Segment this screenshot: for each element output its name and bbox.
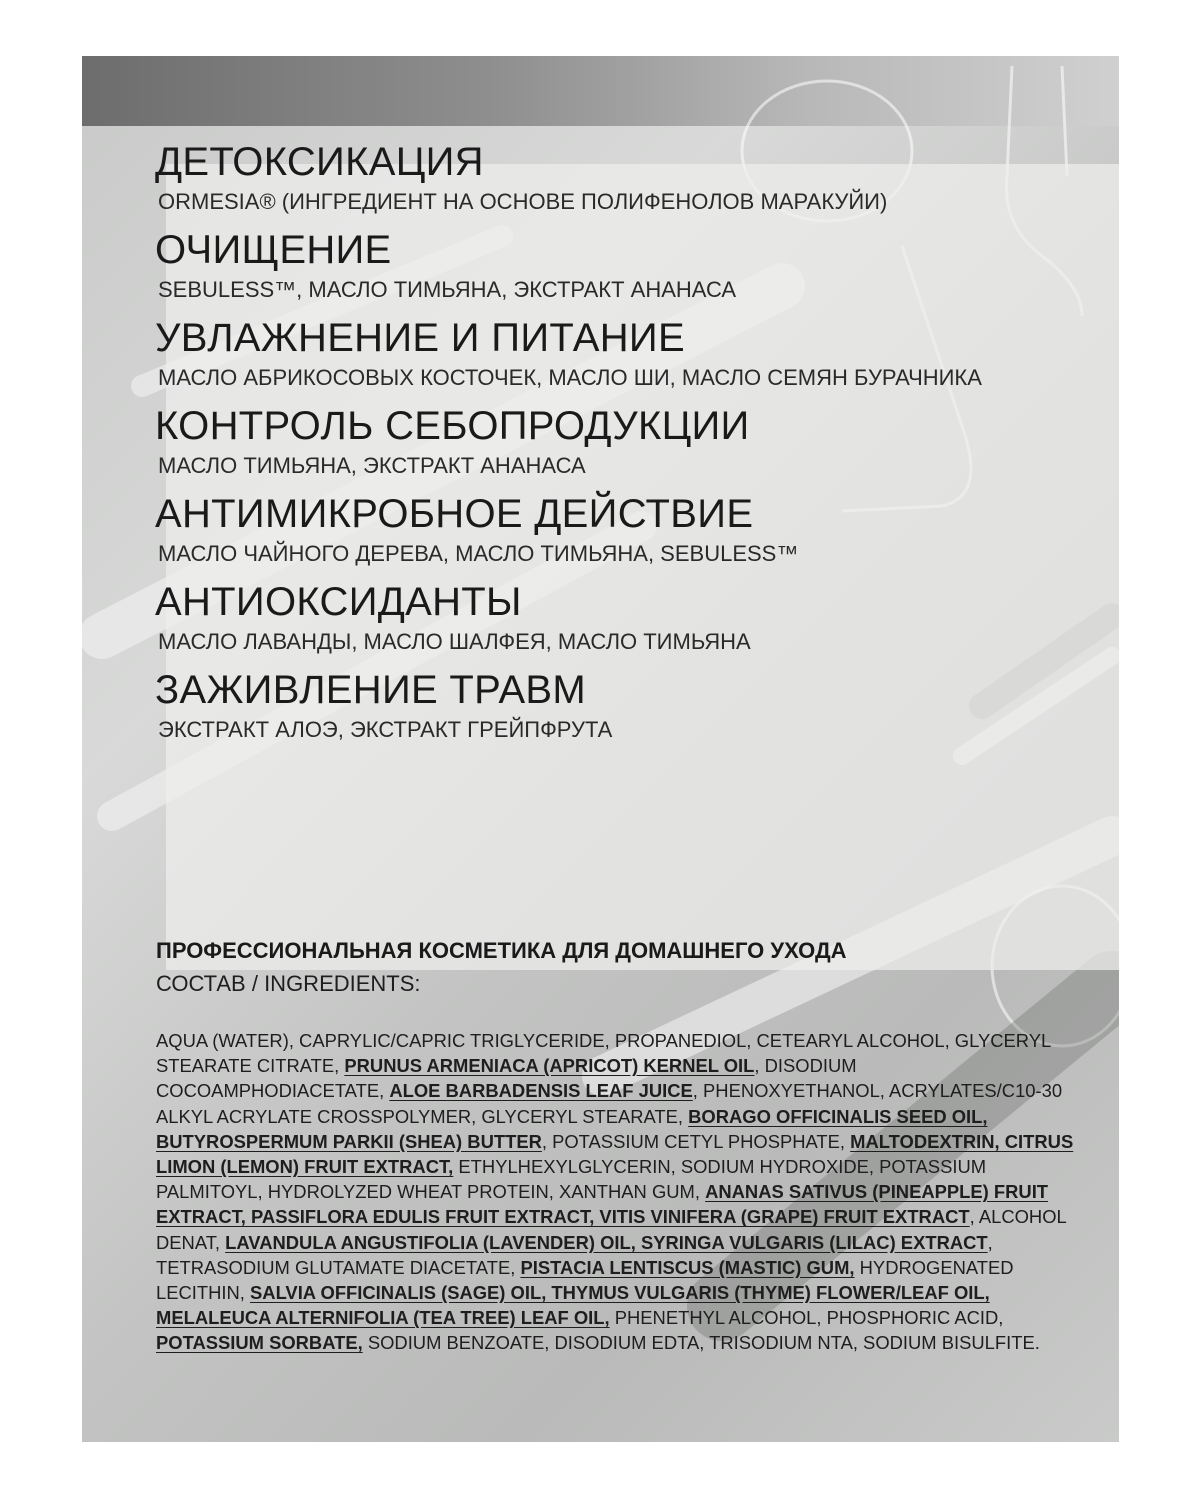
ingredient-highlight: ANANAS SATIVUS (PINEAPPLE) FRUIT EXTRACT, PASSIFLORA EDULIS FRUIT EXTRACT, VITIS VINIFERA (GRAPE) FRUIT EXTRACT xyxy=(156,1181,1049,1228)
ingredient-segment: SODIUM BENZOATE, DISODIUM EDTA, TRISODIUM NTA, SODIUM BISULFITE. xyxy=(362,1332,1040,1354)
ingredient-segment: , DISODIUM COCOAMPHODIACETATE, xyxy=(156,1055,857,1102)
ingredient-segment: PHENETHYL ALCOHOL, PHOSPHORIC ACID, xyxy=(609,1307,1004,1329)
ingredient-segment: AQUA (WATER), CAPRYLIC/CAPRIC TRIGLYCERIDE, PROPANEDIOL, CETEARYL ALCOHOL, GLYCERYL STEARATE CITRATE, xyxy=(156,1030,1051,1077)
ingredient-highlight: PRUNUS ARMENIACA (APRICOT) KERNEL OIL xyxy=(344,1055,755,1077)
benefit-title: УВЛАЖНЕНИЕ И ПИТАНИЕ xyxy=(155,316,685,360)
benefit-item xyxy=(155,402,1055,482)
benefit-ingredients: ORMESIA® (ИНГРЕДИЕНТ НА ОСНОВЕ ПОЛИФЕНОЛОВ МАРАКУЙИ) xyxy=(158,189,888,214)
benefit-title: КОНТРОЛЬ СЕБОПРОДУКЦИИ xyxy=(155,404,750,448)
ingredient-highlight: ALOE BARBADENSIS LEAF JUICE xyxy=(389,1080,693,1102)
ingredient-segment: , PHENOXYETHANOL, ACRYLATES/C10-30 ALKYL ACRYLATE CROSSPOLYMER, GLYCERYL STEARATE, xyxy=(156,1080,1063,1127)
ingredient-highlight: MALTODEXTRIN, CITRUS LIMON (LEMON) FRUIT EXTRACT, xyxy=(156,1130,1074,1178)
ingredient-highlight: SALVIA OFFICINALIS (SAGE) OIL, THYMUS VULGARIS (THYME) FLOWER/LEAF OIL, MELALEUCA ALTERNIFOLIA (TEA TREE) LEAF OIL, xyxy=(156,1282,990,1329)
ingredient-highlight: POTASSIUM SORBATE, xyxy=(156,1332,363,1354)
ingredient-segment: , POTASSIUM CETYL PHOSPHATE, xyxy=(541,1130,851,1152)
benefit-ingredients: ЭКСТРАКТ АЛОЭ, ЭКСТРАКТ ГРЕЙПФРУТА xyxy=(158,717,613,742)
ingredient-segment: ETHYLHEXYLGLYCERIN, SODIUM HYDROXIDE, POTASSIUM PALMITOYL, HYDROLYZED WHEAT PROTEIN, XANTHAN GUM, xyxy=(156,1156,987,1203)
benefit-item xyxy=(155,578,1055,658)
ingredient-segment: , TETRASODIUM GLUTAMATE DIACETATE, xyxy=(156,1231,993,1278)
ingredients-section xyxy=(156,934,1086,1356)
benefit-title: ОЧИЩЕНИЕ xyxy=(155,228,392,272)
benefit-item xyxy=(155,490,1055,570)
benefit-ingredients: МАСЛО АБРИКОСОВЫХ КОСТОЧЕК, МАСЛО ШИ, МАСЛО СЕМЯН БУРАЧНИКА xyxy=(158,365,982,390)
ingredient-highlight: LAVANDULA ANGUSTIFOLIA (LAVENDER) OIL, SYRINGA VULGARIS (LILAC) EXTRACT xyxy=(225,1231,988,1253)
benefit-title: ДЕТОКСИКАЦИЯ xyxy=(155,140,484,184)
benefit-ingredients: МАСЛО ЧАЙНОГО ДЕРЕВА, МАСЛО ТИМЬЯНА, SEBULESS™ xyxy=(158,541,799,566)
ingredient-segment: HYDROGENATED LECITHIN, xyxy=(156,1256,1014,1304)
benefit-ingredients: МАСЛО ЛАВАНДЫ, МАСЛО ШАЛФЕЯ, МАСЛО ТИМЬЯНА xyxy=(158,629,751,654)
ingredients-label: СОСТАВ / INGREDIENTS: xyxy=(156,971,421,996)
benefit-item xyxy=(155,226,1055,306)
ingredients-list xyxy=(156,1028,1086,1356)
benefit-item xyxy=(155,314,1055,394)
ingredient-highlight: PISTACIA LENTISCUS (MASTIC) GUM, xyxy=(520,1256,855,1278)
benefit-ingredients: SEBULESS™, МАСЛО ТИМЬЯНА, ЭКСТРАКТ АНАНАСА xyxy=(158,277,737,302)
benefit-title: ЗАЖИВЛЕНИЕ ТРАВМ xyxy=(155,668,587,712)
benefit-item xyxy=(155,666,1055,746)
benefit-title: АНТИМИКРОБНОЕ ДЕЙСТВИЕ xyxy=(155,492,754,536)
benefit-item xyxy=(155,138,1055,218)
ingredient-segment: , ALCOHOL DENAT, xyxy=(156,1206,1067,1253)
benefit-ingredients: МАСЛО ТИМЬЯНА, ЭКСТРАКТ АНАНАСА xyxy=(158,453,586,478)
ingredient-highlight: BORAGO OFFICINALIS SEED OIL, BUTYROSPERMUM PARKII (SHEA) BUTTER xyxy=(156,1105,988,1152)
benefit-title: АНТИОКСИДАНТЫ xyxy=(155,580,522,624)
benefits-list xyxy=(155,138,1055,754)
ingredients-heading: ПРОФЕССИОНАЛЬНАЯ КОСМЕТИКА ДЛЯ ДОМАШНЕГО УХОДА xyxy=(156,938,847,963)
